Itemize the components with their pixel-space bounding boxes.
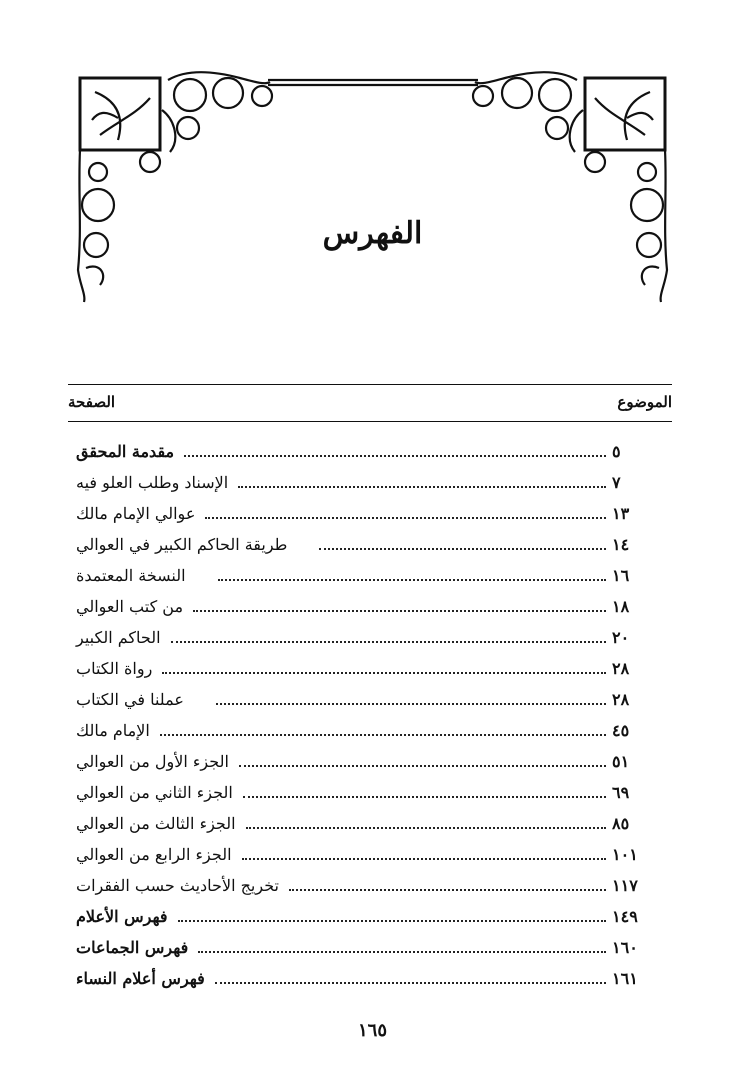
dot-leader [243,796,606,798]
toc-entry-page: ١٨ [612,597,630,616]
toc-entry[interactable] [68,529,672,560]
dot-leader [193,610,606,612]
toc-entry-title: الجزء الأول من العوالي [76,752,229,771]
toc-entry-title: عوالي الإمام مالك [76,504,196,523]
left-corner-ornament [78,72,272,302]
toc-entry-title: الحاكم الكبير [76,628,161,647]
toc-entry[interactable] [68,498,672,529]
toc-entry-page: ١٦١ [612,969,638,988]
right-corner-ornament [473,72,667,302]
toc-entry-page: ٤٥ [612,721,630,740]
toc-entry-page: ٦٩ [612,783,630,802]
toc-entry-page: ٢٨ [612,659,630,678]
dot-leader [215,982,606,984]
toc-entry[interactable] [68,622,672,653]
page-column-header: الصفحة [68,393,116,411]
dot-leader [238,486,606,488]
toc-entry-title: فهرس الأعلام [76,907,168,926]
toc-entry-title: طريقة الحاكم الكبير في العوالي [76,535,288,554]
header-top-rule [68,384,672,385]
toc-entry[interactable] [68,746,672,777]
toc-entry[interactable] [68,808,672,839]
toc-entry-page: ١٦ [612,566,630,585]
decorative-corner-frame [0,0,745,320]
topic-column-header: الموضوع [617,393,672,411]
toc-entry-title: تخريج الأحاديث حسب الفقرات [76,876,279,895]
toc-entry[interactable] [68,653,672,684]
toc-entry-page: ١٤ [612,535,630,554]
toc-entry-title: من كتب العوالي [76,597,184,616]
toc-entry-page: ١١٧ [612,876,638,895]
dot-leader [162,672,606,674]
table-of-contents [68,436,672,994]
toc-entry-title: فهرس أعلام النساء [76,969,205,988]
dot-leader [205,517,606,519]
header-bottom-rule [68,421,672,422]
toc-entry[interactable] [68,963,672,994]
toc-entry-title: رواة الكتاب [76,659,153,678]
dot-leader [246,827,606,829]
toc-entry-page: ١٠١ [612,845,638,864]
toc-entry[interactable] [68,436,672,467]
toc-entry-title: الجزء الرابع من العوالي [76,845,232,864]
page-title: الفهرس [322,216,423,251]
toc-entry-page: ٢٨ [612,690,630,709]
toc-entry-page: ٥ [612,442,621,461]
toc-entry-page: ٥١ [612,752,630,771]
dot-leader [160,734,606,736]
toc-entry-title: فهرس الجماعات [76,938,189,957]
toc-entry[interactable] [68,591,672,622]
toc-entry-title: الإسناد وطلب العلو فيه [76,473,229,492]
dot-leader [171,641,606,643]
toc-entry-page: ١٣ [612,504,630,523]
dot-leader [218,579,606,581]
dot-leader [289,889,606,891]
dot-leader [319,548,606,550]
dot-leader [178,920,606,922]
dot-leader [198,951,606,953]
toc-entry[interactable] [68,684,672,715]
toc-entry-page: ٢٠ [612,628,630,647]
page-number: ١٦٥ [357,1020,387,1041]
dot-leader [184,455,606,457]
toc-entry[interactable] [68,467,672,498]
dot-leader [216,703,606,705]
dot-leader [242,858,606,860]
toc-entry[interactable] [68,932,672,963]
toc-entry[interactable] [68,777,672,808]
toc-entry[interactable] [68,901,672,932]
dot-leader [239,765,606,767]
toc-entry[interactable] [68,839,672,870]
toc-entry-page: ١٤٩ [612,907,638,926]
toc-entry-page: ٧ [612,473,621,492]
toc-entry[interactable] [68,560,672,591]
toc-entry-page: ٨٥ [612,814,630,833]
toc-entry-title: الجزء الثالث من العوالي [76,814,236,833]
toc-entry-title: الإمام مالك [76,721,150,740]
toc-entry-title: النسخة المعتمدة [76,566,186,585]
toc-entry-title: عملنا في الكتاب [76,690,184,709]
toc-entry[interactable] [68,715,672,746]
toc-entry[interactable] [68,870,672,901]
toc-entry-title: مقدمة المحقق [76,442,175,461]
toc-entry-title: الجزء الثاني من العوالي [76,783,233,802]
toc-entry-page: ١٦٠ [612,938,638,957]
